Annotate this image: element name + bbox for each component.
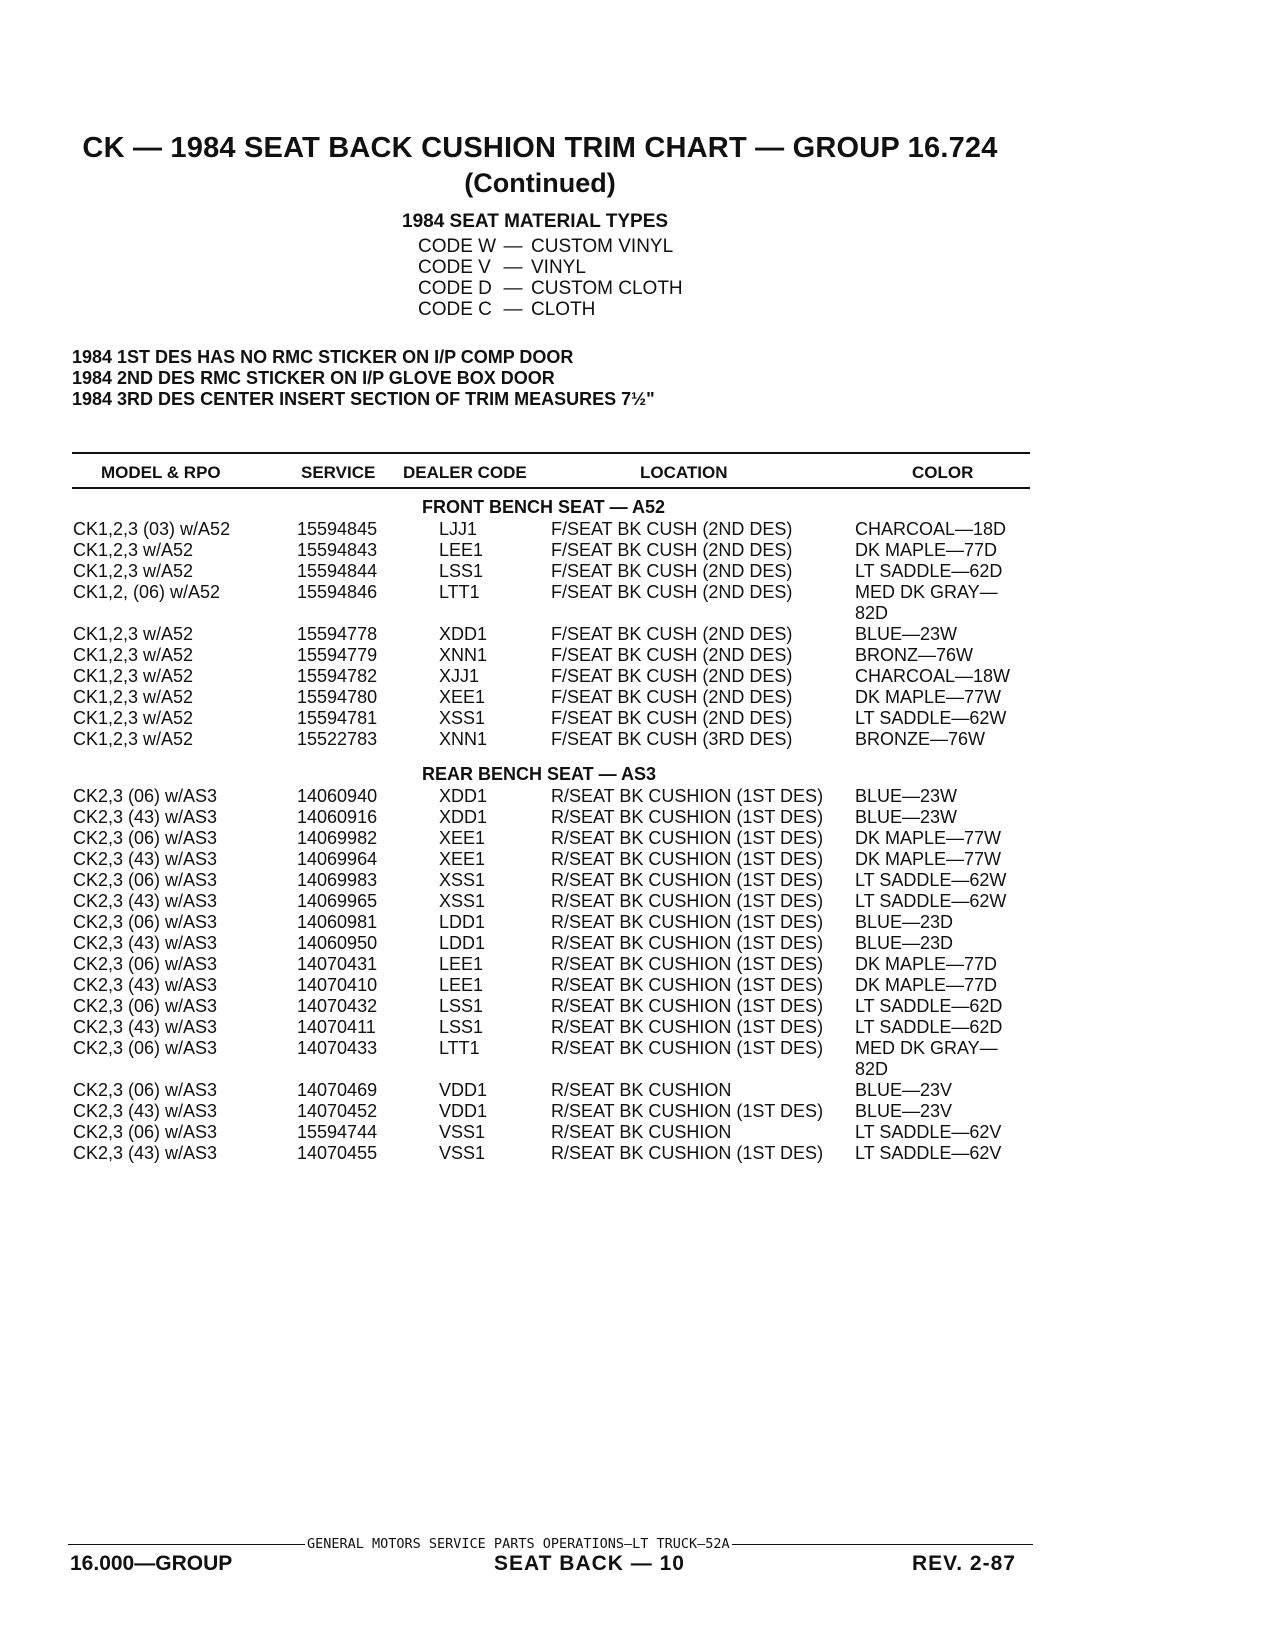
footer-page-number: SEAT BACK — 10 [494, 1552, 685, 1575]
cell-location: R/SEAT BK CUSHION (1ST DES) [551, 1143, 824, 1163]
design-note: 1984 3RD DES CENTER INSERT SECTION OF TRIM MEASURES 7½" [72, 389, 655, 409]
footer-revision: REV. 2-87 [912, 1552, 1016, 1575]
cell-color: MED DK GRAY—82D [855, 1038, 998, 1079]
cell-dealer-code: LDD1 [439, 912, 486, 932]
material-type-row [418, 257, 683, 278]
table-row [0, 519, 1280, 540]
cell-color: DK MAPLE—77W [855, 687, 1002, 707]
cell-location: R/SEAT BK CUSHION (1ST DES) [551, 912, 824, 932]
cell-dealer-code: XEE1 [439, 687, 486, 707]
section-title: REAR BENCH SEAT — AS3 [422, 764, 657, 784]
cell-model: CK2,3 (06) w/AS3 [73, 912, 218, 932]
cell-location: R/SEAT BK CUSHION (1ST DES) [551, 954, 824, 974]
cell-color: BLUE—23D [855, 933, 954, 953]
cell-color: CHARCOAL—18W [855, 666, 1011, 686]
cell-location: R/SEAT BK CUSHION (1ST DES) [551, 1038, 824, 1058]
cell-model: CK2,3 (06) w/AS3 [73, 870, 218, 890]
cell-dealer-code: LJJ1 [439, 519, 478, 539]
table-row [0, 1038, 1280, 1080]
cell-dealer-code: VDD1 [439, 1101, 488, 1121]
cell-color: BLUE—23V [855, 1101, 953, 1121]
cell-dealer-code: XNN1 [439, 645, 488, 665]
cell-color: DK MAPLE—77D [855, 540, 998, 560]
table-row [0, 582, 1280, 624]
cell-dealer-code: XDD1 [439, 807, 488, 827]
table-row [0, 687, 1280, 708]
cell-location: F/SEAT BK CUSH (2ND DES) [551, 624, 793, 644]
cell-service-number: 14070411 [297, 1017, 376, 1037]
cell-location: R/SEAT BK CUSHION [551, 1080, 732, 1100]
cell-dealer-code: LEE1 [439, 954, 484, 974]
cell-service-number: 14069983 [297, 870, 378, 890]
table-row [0, 624, 1280, 645]
cell-location: R/SEAT BK CUSHION (1ST DES) [551, 933, 824, 953]
cell-model: CK2,3 (06) w/AS3 [73, 1122, 218, 1142]
cell-service-number: 14070452 [297, 1101, 378, 1121]
material-types-list [418, 236, 683, 320]
table-row [0, 1143, 1280, 1164]
cell-location: R/SEAT BK CUSHION (1ST DES) [551, 870, 824, 890]
cell-model: CK1,2,3 w/A52 [73, 708, 194, 728]
cell-service-number: 15594781 [297, 708, 378, 728]
cell-service-number: 15594844 [297, 561, 378, 581]
cell-color: BLUE—23W [855, 807, 958, 827]
footer-publisher: GENERAL MOTORS SERVICE PARTS OPERATIONS—LT TRUCK—52A [307, 1536, 730, 1552]
cell-location: F/SEAT BK CUSH (2ND DES) [551, 645, 793, 665]
design-note: 1984 2ND DES RMC STICKER ON I/P GLOVE BOX DOOR [72, 368, 555, 388]
material-type-row [418, 236, 683, 257]
cell-service-number: 14070433 [297, 1038, 378, 1058]
material-code: CODE C [418, 299, 492, 320]
table-row [0, 561, 1280, 582]
table-header [0, 460, 1280, 484]
table-row [0, 1122, 1280, 1143]
cell-color: LT SADDLE—62D [855, 1017, 1003, 1037]
column-header-service: SERVICE [301, 463, 376, 482]
cell-location: R/SEAT BK CUSHION (1ST DES) [551, 1101, 824, 1121]
column-header-model: MODEL & RPO [101, 463, 221, 482]
column-header-color: COLOR [912, 463, 974, 482]
cell-service-number: 15594845 [297, 519, 378, 539]
material-dash: — [503, 257, 523, 278]
cell-model: CK2,3 (43) w/AS3 [73, 849, 218, 869]
cell-color: DK MAPLE—77D [855, 975, 998, 995]
cell-model: CK2,3 (06) w/AS3 [73, 954, 218, 974]
cell-model: CK1,2,3 w/A52 [73, 687, 194, 707]
cell-service-number: 15594780 [297, 687, 378, 707]
table-row [0, 975, 1280, 996]
material-type-row [418, 299, 683, 320]
cell-location: F/SEAT BK CUSH (2ND DES) [551, 519, 793, 539]
cell-model: CK2,3 (43) w/AS3 [73, 1017, 218, 1037]
cell-color: LT SADDLE—62D [855, 561, 1003, 581]
cell-dealer-code: XSS1 [439, 891, 486, 911]
cell-location: F/SEAT BK CUSH (3RD DES) [551, 729, 793, 749]
cell-service-number: 15594782 [297, 666, 378, 686]
cell-color: BLUE—23D [855, 912, 954, 932]
cell-location: R/SEAT BK CUSHION (1ST DES) [551, 891, 824, 911]
column-header-location: LOCATION [640, 463, 728, 482]
cell-model: CK2,3 (06) w/AS3 [73, 1038, 218, 1058]
cell-service-number: 14069965 [297, 891, 378, 911]
cell-service-number: 14060950 [297, 933, 378, 953]
cell-color: LT SADDLE—62D [855, 996, 1003, 1016]
cell-location: F/SEAT BK CUSH (2ND DES) [551, 708, 793, 728]
table-row [0, 849, 1280, 870]
cell-color: DK MAPLE—77D [855, 954, 998, 974]
cell-dealer-code: XDD1 [439, 624, 488, 644]
table-header-rule [72, 487, 1030, 489]
material-type: CUSTOM CLOTH [531, 278, 683, 299]
cell-color: LT SADDLE—62W [855, 870, 1007, 890]
cell-service-number: 14070432 [297, 996, 378, 1016]
cell-service-number: 15594846 [297, 582, 378, 602]
table-row [0, 891, 1280, 912]
cell-model: CK1,2,3 w/A52 [73, 561, 194, 581]
cell-service-number: 15594778 [297, 624, 378, 644]
cell-color: LT SADDLE—62W [855, 708, 1007, 728]
cell-service-number: 14060916 [297, 807, 378, 827]
cell-location: F/SEAT BK CUSH (2ND DES) [551, 582, 793, 602]
cell-service-number: 14060981 [297, 912, 378, 932]
cell-location: R/SEAT BK CUSHION (1ST DES) [551, 786, 824, 806]
page-title: CK — 1984 SEAT BACK CUSHION TRIM CHART — GROUP 16.724 [82, 132, 998, 164]
cell-location: R/SEAT BK CUSHION (1ST DES) [551, 828, 824, 848]
cell-dealer-code: VSS1 [439, 1122, 486, 1142]
cell-color: CHARCOAL—18D [855, 519, 1007, 539]
cell-location: F/SEAT BK CUSH (2ND DES) [551, 666, 793, 686]
cell-dealer-code: LDD1 [439, 933, 486, 953]
material-code: CODE D [418, 278, 492, 299]
cell-color: BLUE—23W [855, 786, 958, 806]
cell-dealer-code: XSS1 [439, 708, 486, 728]
cell-dealer-code: XSS1 [439, 870, 486, 890]
material-code: CODE V [418, 257, 491, 278]
design-notes [72, 347, 655, 410]
cell-service-number: 15594843 [297, 540, 378, 560]
cell-dealer-code: LSS1 [439, 561, 484, 581]
cell-service-number: 14070410 [297, 975, 378, 995]
cell-color: DK MAPLE—77W [855, 828, 1002, 848]
cell-model: CK2,3 (06) w/AS3 [73, 828, 218, 848]
table-row [0, 954, 1280, 975]
table-row [0, 645, 1280, 666]
cell-model: CK1,2,3 (03) w/A52 [73, 519, 231, 539]
cell-location: F/SEAT BK CUSH (2ND DES) [551, 687, 793, 707]
cell-color: BRONZE—76W [855, 729, 986, 749]
section-spacer [0, 750, 1280, 762]
cell-model: CK2,3 (43) w/AS3 [73, 807, 218, 827]
cell-color: BLUE—23V [855, 1080, 953, 1100]
cell-model: CK2,3 (43) w/AS3 [73, 1143, 218, 1163]
table-row [0, 807, 1280, 828]
cell-location: R/SEAT BK CUSHION (1ST DES) [551, 849, 824, 869]
cell-model: CK1,2, (06) w/A52 [73, 582, 221, 602]
material-dash: — [503, 236, 523, 257]
table-top-rule [72, 452, 1030, 454]
cell-dealer-code: LSS1 [439, 1017, 484, 1037]
table-row [0, 786, 1280, 807]
cell-dealer-code: LEE1 [439, 975, 484, 995]
material-dash: — [503, 299, 523, 320]
cell-color: BLUE—23W [855, 624, 958, 644]
table-row [0, 729, 1280, 750]
table-row [0, 1017, 1280, 1038]
cell-service-number: 14069964 [297, 849, 378, 869]
table-row [0, 540, 1280, 561]
cell-location: F/SEAT BK CUSH (2ND DES) [551, 561, 793, 581]
material-type: VINYL [531, 257, 586, 278]
cell-dealer-code: LEE1 [439, 540, 484, 560]
material-types-heading: 1984 SEAT MATERIAL TYPES [402, 211, 669, 232]
cell-location: F/SEAT BK CUSH (2ND DES) [551, 540, 793, 560]
cell-dealer-code: LTT1 [439, 1038, 480, 1058]
table-row [0, 996, 1280, 1017]
cell-model: CK1,2,3 w/A52 [73, 729, 194, 749]
material-type: CUSTOM VINYL [531, 236, 674, 257]
section-title: FRONT BENCH SEAT — A52 [422, 497, 666, 517]
table-row [0, 666, 1280, 687]
cell-dealer-code: XJJ1 [439, 666, 480, 686]
material-type: CLOTH [531, 299, 596, 320]
table-row [0, 1080, 1280, 1101]
cell-location: R/SEAT BK CUSHION (1ST DES) [551, 807, 824, 827]
cell-model: CK1,2,3 w/A52 [73, 666, 194, 686]
cell-model: CK2,3 (06) w/AS3 [73, 786, 218, 806]
cell-service-number: 14070455 [297, 1143, 378, 1163]
cell-model: CK2,3 (06) w/AS3 [73, 1080, 218, 1100]
material-dash: — [503, 278, 523, 299]
cell-color: LT SADDLE—62W [855, 891, 1007, 911]
cell-model: CK2,3 (06) w/AS3 [73, 996, 218, 1016]
cell-color: MED DK GRAY—82D [855, 582, 998, 623]
cell-service-number: 14070469 [297, 1080, 378, 1100]
cell-color: LT SADDLE—62V [855, 1122, 1002, 1142]
cell-service-number: 15522783 [297, 729, 378, 749]
design-note: 1984 1ST DES HAS NO RMC STICKER ON I/P COMP DOOR [72, 347, 574, 367]
column-header-dealer-code: DEALER CODE [403, 463, 527, 482]
cell-dealer-code: XEE1 [439, 849, 486, 869]
cell-dealer-code: XNN1 [439, 729, 488, 749]
cell-color: DK MAPLE—77W [855, 849, 1002, 869]
cell-service-number: 14069982 [297, 828, 378, 848]
material-type-row [418, 278, 683, 299]
cell-service-number: 14070431 [297, 954, 378, 974]
cell-service-number: 15594779 [297, 645, 378, 665]
material-types-legend [402, 211, 683, 320]
trim-chart-table [0, 495, 1280, 1164]
table-row [0, 870, 1280, 891]
cell-dealer-code: LSS1 [439, 996, 484, 1016]
page-subtitle: (Continued) [464, 168, 616, 198]
table-row [0, 708, 1280, 729]
cell-location: R/SEAT BK CUSHION (1ST DES) [551, 1017, 824, 1037]
cell-model: CK1,2,3 w/A52 [73, 624, 194, 644]
cell-model: CK1,2,3 w/A52 [73, 540, 194, 560]
table-row [0, 912, 1280, 933]
cell-dealer-code: LTT1 [439, 582, 480, 602]
material-code: CODE W [418, 236, 497, 257]
cell-model: CK2,3 (43) w/AS3 [73, 1101, 218, 1121]
cell-model: CK1,2,3 w/A52 [73, 645, 194, 665]
table-row [0, 1101, 1280, 1122]
cell-location: R/SEAT BK CUSHION (1ST DES) [551, 975, 824, 995]
footer-group: 16.000—GROUP [70, 1552, 233, 1575]
cell-service-number: 15594744 [297, 1122, 378, 1142]
cell-dealer-code: VSS1 [439, 1143, 486, 1163]
cell-color: LT SADDLE—62V [855, 1143, 1002, 1163]
cell-color: BRONZ—76W [855, 645, 974, 665]
table-row [0, 828, 1280, 849]
cell-model: CK2,3 (43) w/AS3 [73, 975, 218, 995]
cell-dealer-code: VDD1 [439, 1080, 488, 1100]
table-row [0, 933, 1280, 954]
cell-model: CK2,3 (43) w/AS3 [73, 891, 218, 911]
cell-location: R/SEAT BK CUSHION [551, 1122, 732, 1142]
cell-service-number: 14060940 [297, 786, 378, 806]
cell-model: CK2,3 (43) w/AS3 [73, 933, 218, 953]
cell-dealer-code: XDD1 [439, 786, 488, 806]
cell-dealer-code: XEE1 [439, 828, 486, 848]
cell-location: R/SEAT BK CUSHION (1ST DES) [551, 996, 824, 1016]
